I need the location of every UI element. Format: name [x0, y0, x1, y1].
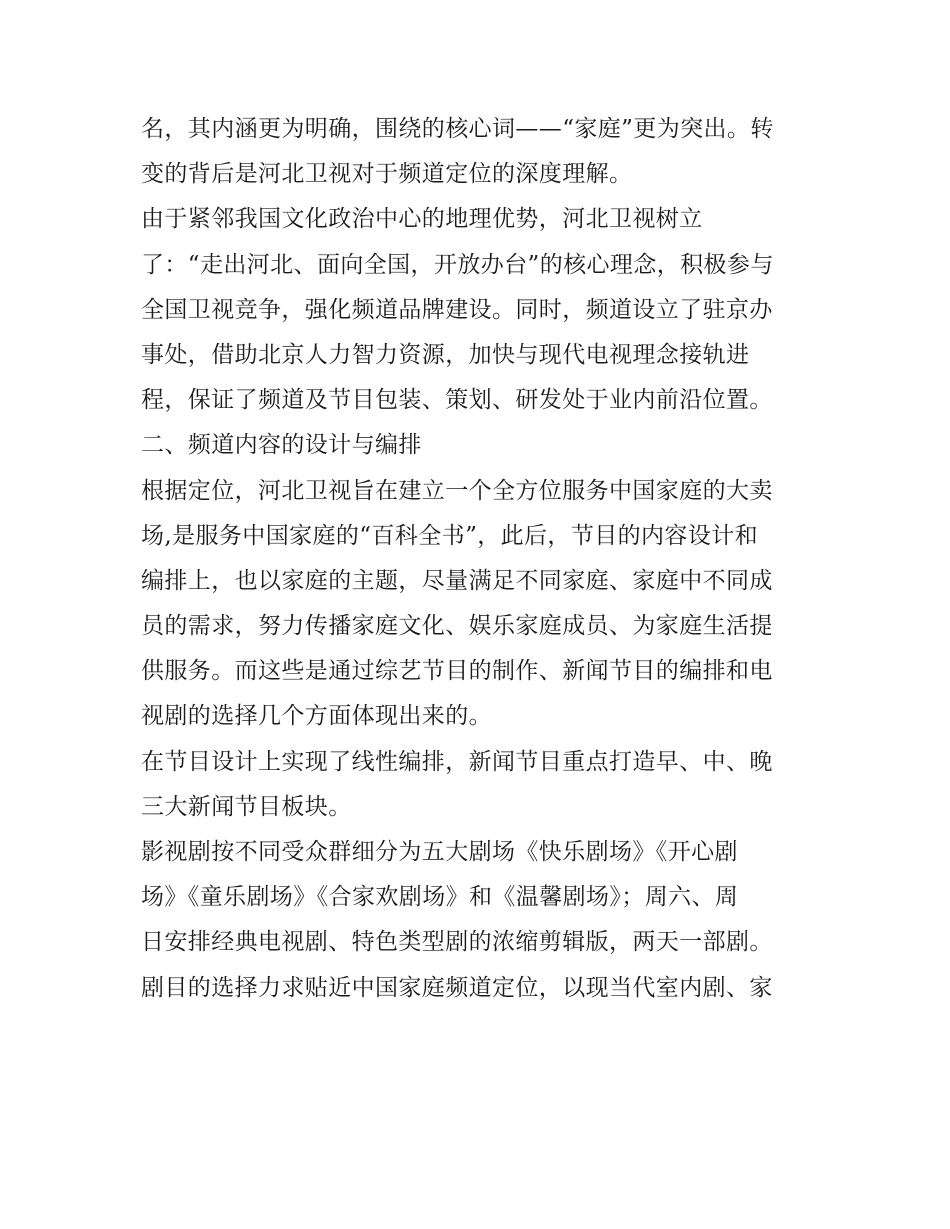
text-line: 剧目的选择力求贴近中国家庭频道定位，以现当代室内剧、家 — [141, 974, 773, 1001]
text-line: 员的需求，努力传播家庭文化、娱乐家庭成员、为家庭生活提 — [141, 613, 773, 640]
text-line: 变的背后是河北卫视对于频道定位的深度理解。 — [141, 161, 633, 188]
text-line: 事处，借助北京人力智力资源，加快与现代电视理念接轨进 — [141, 341, 750, 368]
text-line: 根据定位，河北卫视旨在建立一个全方位服务中国家庭的大卖 — [141, 477, 773, 504]
body-text — [141, 107, 821, 1011]
text-line: 由于紧邻我国文化政治中心的地理优势，河北卫视树立 — [141, 206, 703, 233]
text-line: 名，其内涵更为明确，围绕的核心词——“家庭”更为突出。转 — [141, 116, 774, 142]
text-line: 三大新闻节目板块。 — [141, 793, 352, 820]
text-line: 影视剧按不同受众群细分为五大剧场《快乐剧场》《开心剧 — [141, 839, 738, 865]
text-line: 在节目设计上实现了线性编排，新闻节目重点打造早、中、晚 — [141, 748, 773, 775]
text-line: 场》《童乐剧场》《合家欢剧场》和《温馨剧场》；周六、周 — [141, 884, 739, 911]
text-line: 视剧的选择几个方面体现出来的。 — [141, 703, 492, 730]
text-line: 了：“走出河北、面向全国，开放办台”的核心理念，积极参与 — [141, 251, 774, 278]
section-heading: 二、频道内容的设计与编排 — [141, 432, 422, 459]
text-line: 场,是服务中国家庭的“百科全书”，此后，节目的内容设计和 — [141, 522, 759, 549]
text-line: 全国卫视竞争，强化频道品牌建设。同时，频道设立了驻京办 — [141, 296, 773, 323]
text-line: 日安排经典电视剧、特色类型剧的浓缩剪辑版，两天一部剧。 — [141, 929, 773, 956]
text-line: 程，保证了频道及节目包装、策划、研发处于业内前沿位置。 — [141, 387, 773, 414]
text-line: 供服务。而这些是通过综艺节目的制作、新闻节目的编排和电 — [141, 658, 773, 685]
text-line: 编排上，也以家庭的主题，尽量满足不同家庭、家庭中不同成 — [141, 567, 773, 594]
